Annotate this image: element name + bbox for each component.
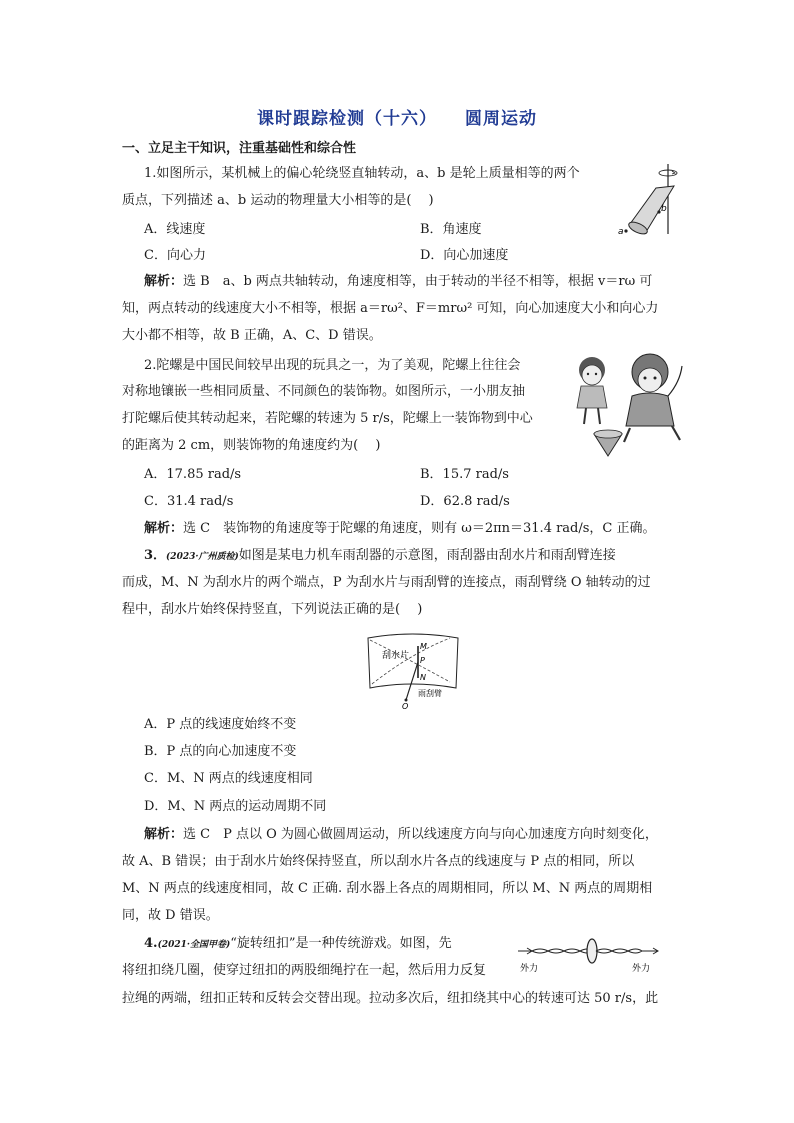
q3-source: (2023·广州质检) xyxy=(166,552,239,562)
q2-line1: 2.陀螺是中国民间较早出现的玩具之一，为了美观，陀螺上往往会 xyxy=(144,358,521,373)
q3-line2: 而成，M、N 为刮水片的两个端点，P 为刮水片与雨刮臂的连接点，雨刮臂绕 O 轴转动的过 xyxy=(122,575,651,590)
q1-solution-line2: 知，两点转动的线速度大小不相等，根据 a＝rω²、F＝mrω² 可知，向心加速度大小和向心力 xyxy=(122,301,659,316)
figure-label-force-right: 外力 xyxy=(632,964,651,974)
figure-label-wiper-blade: 刮水片 xyxy=(382,651,410,661)
q3-solution-line1: 解析：选 C P 点以 O 为圆心做圆周运动，所以线速度方向与向心加速度方向时刻变化， xyxy=(144,827,658,842)
figure-label-m: M xyxy=(420,642,427,651)
section-heading: 一、立足主干知识，注重基础性和综合性 xyxy=(122,141,357,156)
q2-line3: 打陀螺后使其转动起来，若陀螺的转速为 5 r/s，陀螺上一装饰物到中心 xyxy=(122,411,533,426)
page-title xyxy=(0,104,794,129)
q3-option-c: C．M、N 两点的线速度相同 xyxy=(144,771,313,786)
figure-label-p: P xyxy=(420,656,425,665)
q2-option-b: B．15.7 rad/s xyxy=(420,467,509,482)
q3-solution-line3: M、N 两点的线速度相同，故 C 正确. 刮水器上各点的周期相同，所以 M、N 两点的周期相 xyxy=(122,881,653,896)
q3-solution-line2: 故 A、B 错误；由于刮水片始终保持竖直，所以刮水片各点的线速度与 P 点的相同，所以 xyxy=(122,854,635,869)
q3-option-d: D．M、N 两点的运动周期不同 xyxy=(144,799,327,814)
q2-solution: 解析：选 C 装饰物的角速度等于陀螺的角速度，则有 ω＝2πn＝31.4 rad/s，C 正确。 xyxy=(144,521,656,536)
q1-solution-line3: 大小都不相等，故 B 正确，A、C、D 错误。 xyxy=(122,328,382,343)
q2-option-a: A．17.85 rad/s xyxy=(144,467,242,482)
q3-option-b: B．P 点的向心加速度不变 xyxy=(144,744,297,759)
q1-line1: 1.如图所示，某机械上的偏心轮绕竖直轴转动，a、b 是轮上质量相等的两个 xyxy=(144,166,580,181)
q2-line4: 的距离为 2 cm，则装饰物的角速度约为( ) xyxy=(122,438,381,453)
figure-label-n: N xyxy=(420,673,426,682)
spinning-button-figure xyxy=(516,935,662,975)
q4-source: (2021·全国甲卷) xyxy=(157,940,231,950)
q1-option-c: C．向心力 xyxy=(144,248,206,263)
figure-label-o: O xyxy=(402,702,409,710)
q3-solution-line4: 同，故 D 错误。 xyxy=(122,908,219,923)
q4-line3: 拉绳的两端，纽扣正转和反转会交替出现。拉动多次后，纽扣绕其中心的转速可达 50 r/s，此 xyxy=(122,991,659,1006)
figure-label-wiper-arm: 雨刮臂 xyxy=(418,689,442,698)
q1-solution-label: 解析： xyxy=(144,274,184,289)
q2-option-d: D．62.8 rad/s xyxy=(420,494,510,509)
figure-label-force-left: 外力 xyxy=(520,964,539,974)
figure-label-a: a xyxy=(618,227,624,236)
wiper-figure xyxy=(362,630,464,710)
q3-option-a: A．P 点的线速度始终不变 xyxy=(144,717,297,732)
q4-line1: 4.(2021·全国甲卷)“旋转纽扣”是一种传统游戏。如图，先 xyxy=(144,936,452,951)
q3-line1: 3．(2023·广州质检)如图是某电力机车雨刮器的示意图，雨刮器由刮水片和雨刮臂连接 xyxy=(144,548,616,563)
q1-option-b: B．角速度 xyxy=(420,222,482,237)
title-right: 圆周运动 xyxy=(465,109,537,129)
eccentric-wheel-figure xyxy=(608,162,682,236)
figure-label-b: b xyxy=(661,204,667,214)
q4-line2: 将纽扣绕几圈，使穿过纽扣的两股细绳拧在一起，然后用力反复 xyxy=(122,963,487,978)
spinning-top-figure xyxy=(572,348,684,460)
q1-line2: 质点，下列描述 a、b 运动的物理量大小相等的是( ) xyxy=(122,193,434,208)
q2-line2: 对称地镶嵌一些相同质量、不同颜色的装饰物。如图所示，一小朋友抽 xyxy=(122,384,526,399)
q3-line3: 程中，刮水片始终保持竖直，下列说法正确的是( ) xyxy=(122,602,423,617)
q1-solution-line1: 解析：选 B a、b 两点共轴转动，角速度相等，由于转动的半径不相等，根据 v＝rω 可 xyxy=(144,274,653,289)
q2-option-c: C．31.4 rad/s xyxy=(144,494,234,509)
q1-option-a: A．线速度 xyxy=(144,222,206,237)
q1-option-d: D．向心加速度 xyxy=(420,248,509,263)
title-left: 课时跟踪检测（十六） xyxy=(257,109,437,129)
